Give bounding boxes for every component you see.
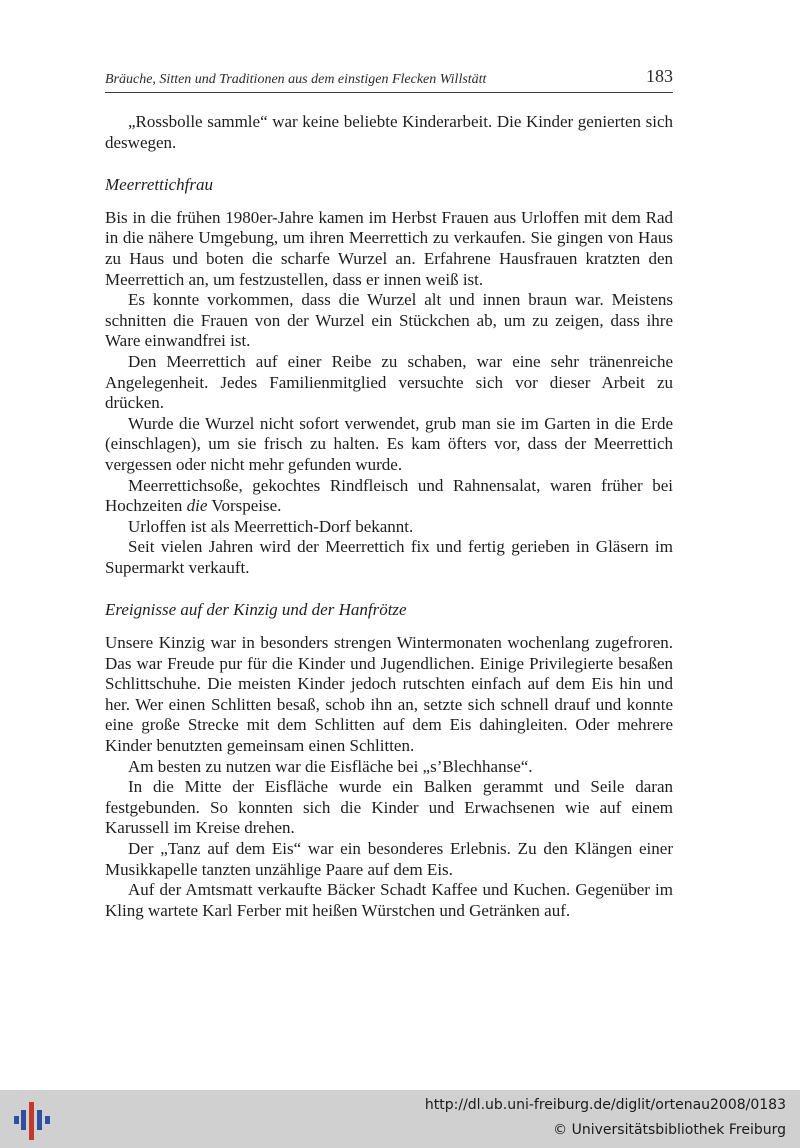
paragraph: Der „Tanz auf dem Eis“ war ein besonderes Erlebnis. Zu den Klängen einer Musikkapelle tanzten unzählige Paare auf dem Eis. (105, 839, 673, 879)
paragraph-text: Vorspeise. (207, 496, 282, 516)
page-number: 183 (646, 66, 673, 86)
spacer (105, 196, 673, 208)
paragraph: Urloffen ist als Meerrettich-Dorf bekannt. (128, 516, 414, 536)
page-body (105, 112, 673, 921)
intro-paragraph: „Rossbolle sammle“ war keine beliebte Kinderarbeit. Die Kinder genierten sich deswegen. (105, 112, 673, 152)
ub-freiburg-logo-icon (12, 1098, 52, 1142)
spacer (105, 621, 673, 633)
emphasis-text: die (186, 496, 208, 516)
paragraph: Auf der Amtsmatt verkaufte Bäcker Schadt Kaffee und Kuchen. Gegenüber im Kling wartete Karl Ferber mit heißen Würstchen und Getränken auf. (105, 880, 673, 920)
paragraph: In die Mitte der Eisfläche wurde ein Balken gerammt und Seile daran festgebunden. So konnten sich die Kinder und Erwachsenen wie auf einem Karussell im Kreise drehen. (105, 777, 673, 838)
paragraph: Es konnte vorkommen, dass die Wurzel alt und innen braun war. Meistens schnitten die Frauen von der Wurzel ein Stückchen ab, um zu zeigen, dass ihre Ware einwandfrei ist. (105, 290, 673, 351)
paragraph: Seit vielen Jahren wird der Meerrettich fix und fertig gerieben in Gläsern im Supermarkt verkauft. (105, 537, 673, 577)
section-heading-meerrettichfrau: Meerrettichfrau (105, 175, 213, 195)
copyright-text: © Universitätsbibliothek Freiburg (553, 1122, 786, 1138)
paragraph: Bis in die frühen 1980er-Jahre kamen im Herbst Frauen aus Urloffen mit dem Rad in die nähere Umgebung, um ihren Meerrettich zu verkaufen. Sie gingen von Haus zu Haus und boten die scharfe Wurzel an. Erfahrene Hausfrauen kratzten den Meerrettich an, um festzustellen, dass er innen weiß ist. (105, 207, 673, 289)
paragraph: Den Meerrettich auf einer Reibe zu schaben, war eine sehr tränenreiche Angelegenheit. Jedes Familienmitglied versuchte sich vor dieser Arbeit zu drücken. (105, 351, 673, 413)
spacer (105, 153, 673, 175)
running-title: Bräuche, Sitten und Traditionen aus dem einstigen Flecken Willstätt (105, 72, 487, 87)
paragraph: Am besten zu nutzen war die Eisfläche bei „s’Blechhanse“. (128, 756, 533, 776)
footer-bar (0, 1090, 800, 1148)
spacer (105, 578, 673, 600)
section-heading-kinzig: Ereignisse auf der Kinzig und der Hanfrötze (105, 600, 407, 620)
paragraph-text: Meerrettichsoße, gekochtes Rindfleisch und Rahnensalat, waren früher bei Hochzeiten (105, 475, 673, 516)
paragraph: Wurde die Wurzel nicht sofort verwendet, grub man sie im Garten in die Erde (einschlagen), um sie frisch zu halten. Es kam öfters vor, dass der Meerrettich vergessen oder nicht mehr gefunden wurde. (105, 413, 673, 474)
source-url-link[interactable]: http://dl.ub.uni-freiburg.de/diglit/ortenau2008/0183 (424, 1097, 786, 1113)
page-header (105, 66, 673, 93)
paragraph: Unsere Kinzig war in besonders strengen Wintermonaten wochenlang zugefroren. Das war Freude pur für die Kinder und Jugendlichen. Einige Privilegierte besaßen Schlittschuhe. Die meisten Kinder jedoch rutschten einfach auf dem Eis hin und her. Wer einen Schlitten besaß, schob ihn an, setzte sich schnell drauf und konnte eine große Strecke mit dem Schlitten auf dem Eis dahingleiten. Oder mehrere Kinder benutzten gemeinsam einen Schlitten. (105, 633, 673, 756)
paragraph (105, 476, 673, 517)
